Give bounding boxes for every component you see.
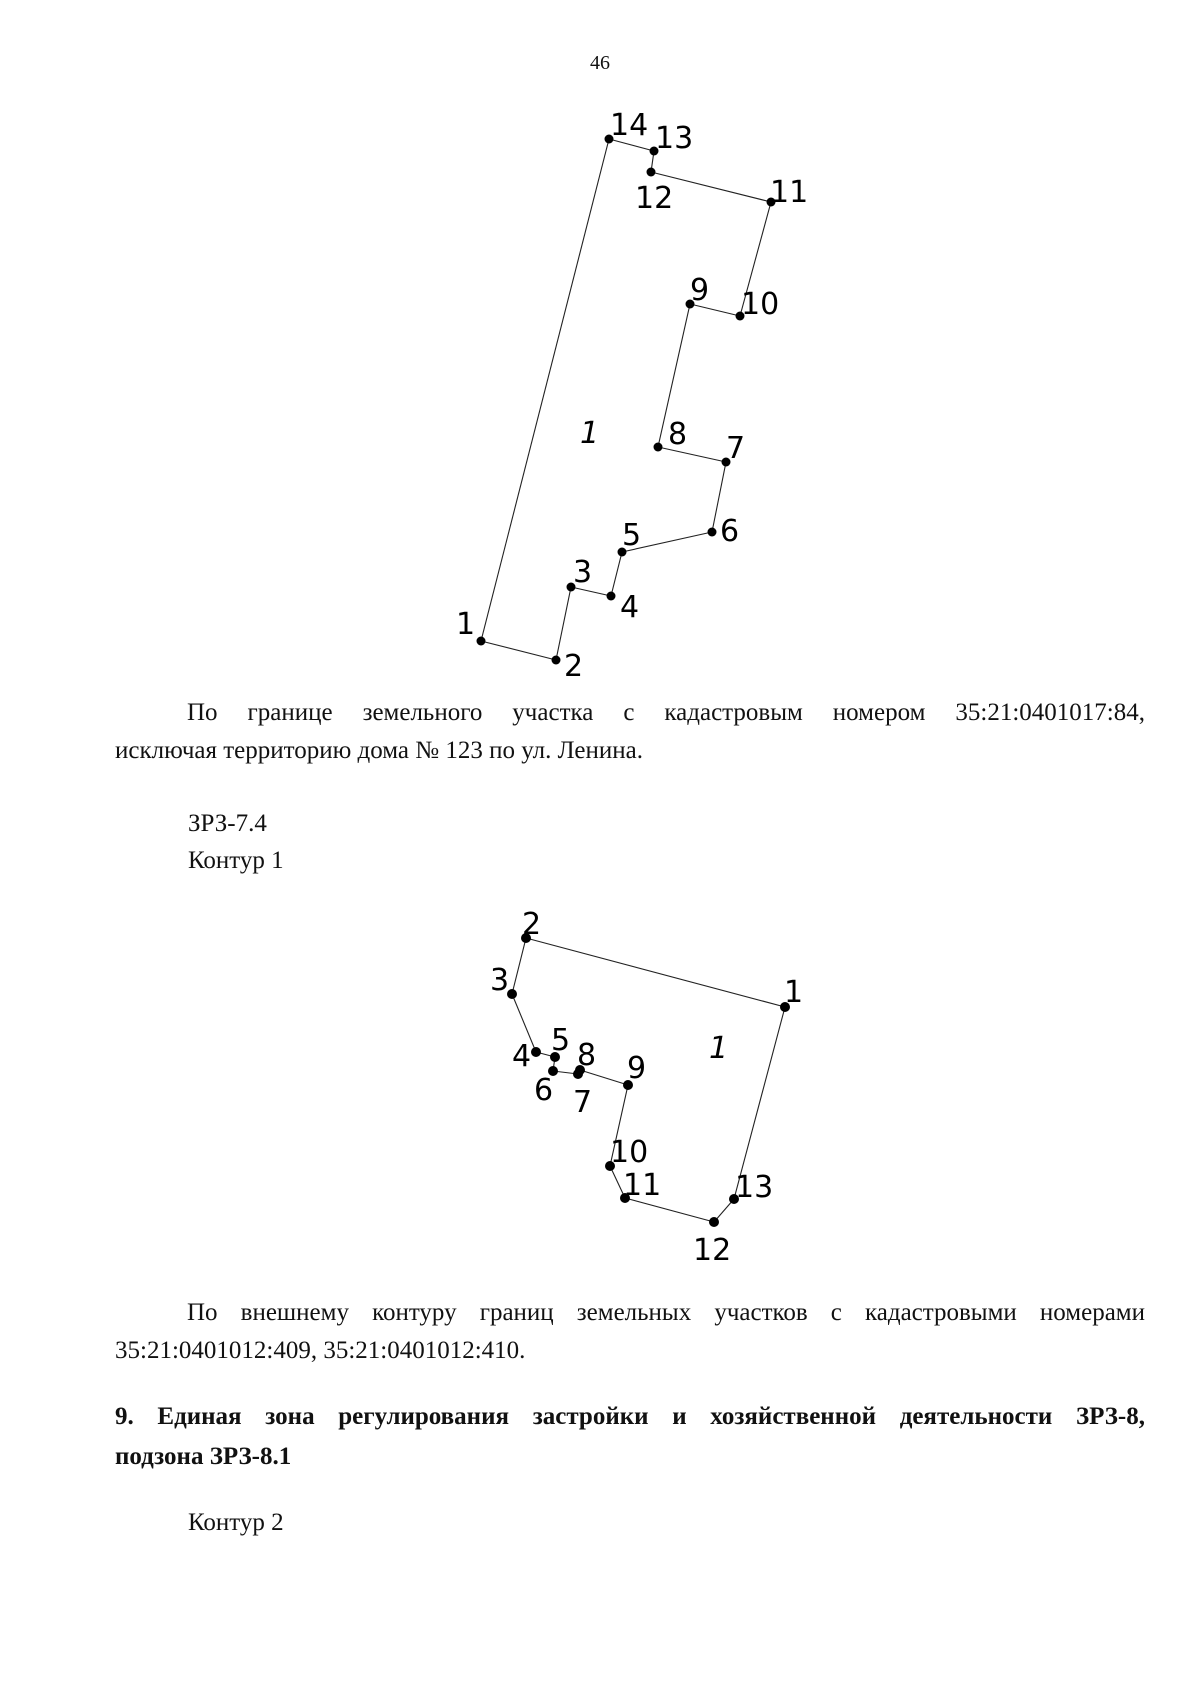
vertex-1 bbox=[477, 637, 486, 646]
vertex-4 bbox=[607, 592, 616, 601]
vertex-label-2: 2 bbox=[522, 907, 542, 942]
vertex-label-11: 11 bbox=[623, 1168, 662, 1203]
boundary-diagram-1 bbox=[0, 0, 1200, 700]
vertex-label-3: 3 bbox=[573, 555, 593, 590]
vertex-label-6: 6 bbox=[534, 1073, 554, 1108]
diagram-2-labels bbox=[490, 907, 803, 1268]
vertex-label-9: 9 bbox=[627, 1051, 647, 1086]
vertex-label-12: 12 bbox=[635, 181, 674, 216]
diagram-1-labels bbox=[456, 108, 808, 684]
vertex-label-5: 5 bbox=[622, 518, 642, 553]
vertex-label-1: 1 bbox=[784, 975, 804, 1010]
vertex-label-14: 14 bbox=[610, 108, 649, 143]
contour-1-label: Контур 1 bbox=[188, 847, 284, 874]
section-heading-line-1: 9. Единая зона регулирования застройки и хозяйственной деятельности ЗРЗ-8, bbox=[115, 1403, 1145, 1430]
vertex-8 bbox=[654, 443, 663, 452]
paragraph-1 bbox=[115, 694, 1145, 770]
paragraph-2 bbox=[115, 1294, 1145, 1370]
zone-label: ЗРЗ-7.4 bbox=[188, 810, 267, 837]
section-heading-line-2: подзона ЗРЗ-8.1 bbox=[115, 1443, 292, 1470]
vertex-label-7: 7 bbox=[573, 1085, 593, 1120]
vertex-label-12: 12 bbox=[693, 1233, 732, 1268]
vertex-6 bbox=[708, 528, 717, 537]
section-heading bbox=[115, 1397, 1145, 1477]
paragraph-2-line-2: 35:21:0401012:409, 35:21:0401012:410. bbox=[115, 1337, 526, 1364]
vertex-12 bbox=[647, 168, 656, 177]
vertex-label-1: 1 bbox=[456, 607, 476, 642]
diagram-1-vertices bbox=[477, 135, 776, 665]
vertex-12 bbox=[709, 1217, 719, 1227]
area-label-1: 1 bbox=[580, 416, 600, 451]
vertex-label-2: 2 bbox=[564, 649, 584, 684]
paragraph-1-line-1: По границе земельного участка с кадастровым номером 35:21:0401017:84, bbox=[187, 699, 1145, 726]
vertex-label-9: 9 bbox=[690, 273, 710, 308]
diagram-1-edges bbox=[481, 139, 771, 660]
vertex-2 bbox=[552, 656, 561, 665]
vertex-label-5: 5 bbox=[551, 1023, 571, 1058]
vertex-label-13: 13 bbox=[735, 1170, 774, 1205]
vertex-label-4: 4 bbox=[512, 1039, 532, 1074]
vertex-label-6: 6 bbox=[720, 514, 740, 549]
vertex-label-3: 3 bbox=[490, 963, 510, 998]
contour-2-label: Контур 2 bbox=[188, 1509, 284, 1536]
vertex-label-11: 11 bbox=[770, 175, 809, 210]
page-number: 46 bbox=[590, 52, 610, 74]
paragraph-2-line-1: По внешнему контуру границ земельных участков с кадастровыми номерами bbox=[187, 1299, 1145, 1326]
area-label-1: 1 bbox=[709, 1031, 729, 1066]
vertex-label-8: 8 bbox=[668, 417, 688, 452]
vertex-label-10: 10 bbox=[741, 287, 780, 322]
vertex-label-4: 4 bbox=[620, 590, 640, 625]
vertex-label-7: 7 bbox=[726, 431, 746, 466]
paragraph-1-line-2: исключая территорию дома № 123 по ул. Ленина. bbox=[115, 737, 644, 764]
vertex-label-10: 10 bbox=[610, 1135, 649, 1170]
vertex-label-8: 8 bbox=[577, 1038, 597, 1073]
vertex-label-13: 13 bbox=[655, 121, 694, 156]
boundary-diagram-2 bbox=[0, 880, 1200, 1280]
vertex-4 bbox=[531, 1047, 541, 1057]
